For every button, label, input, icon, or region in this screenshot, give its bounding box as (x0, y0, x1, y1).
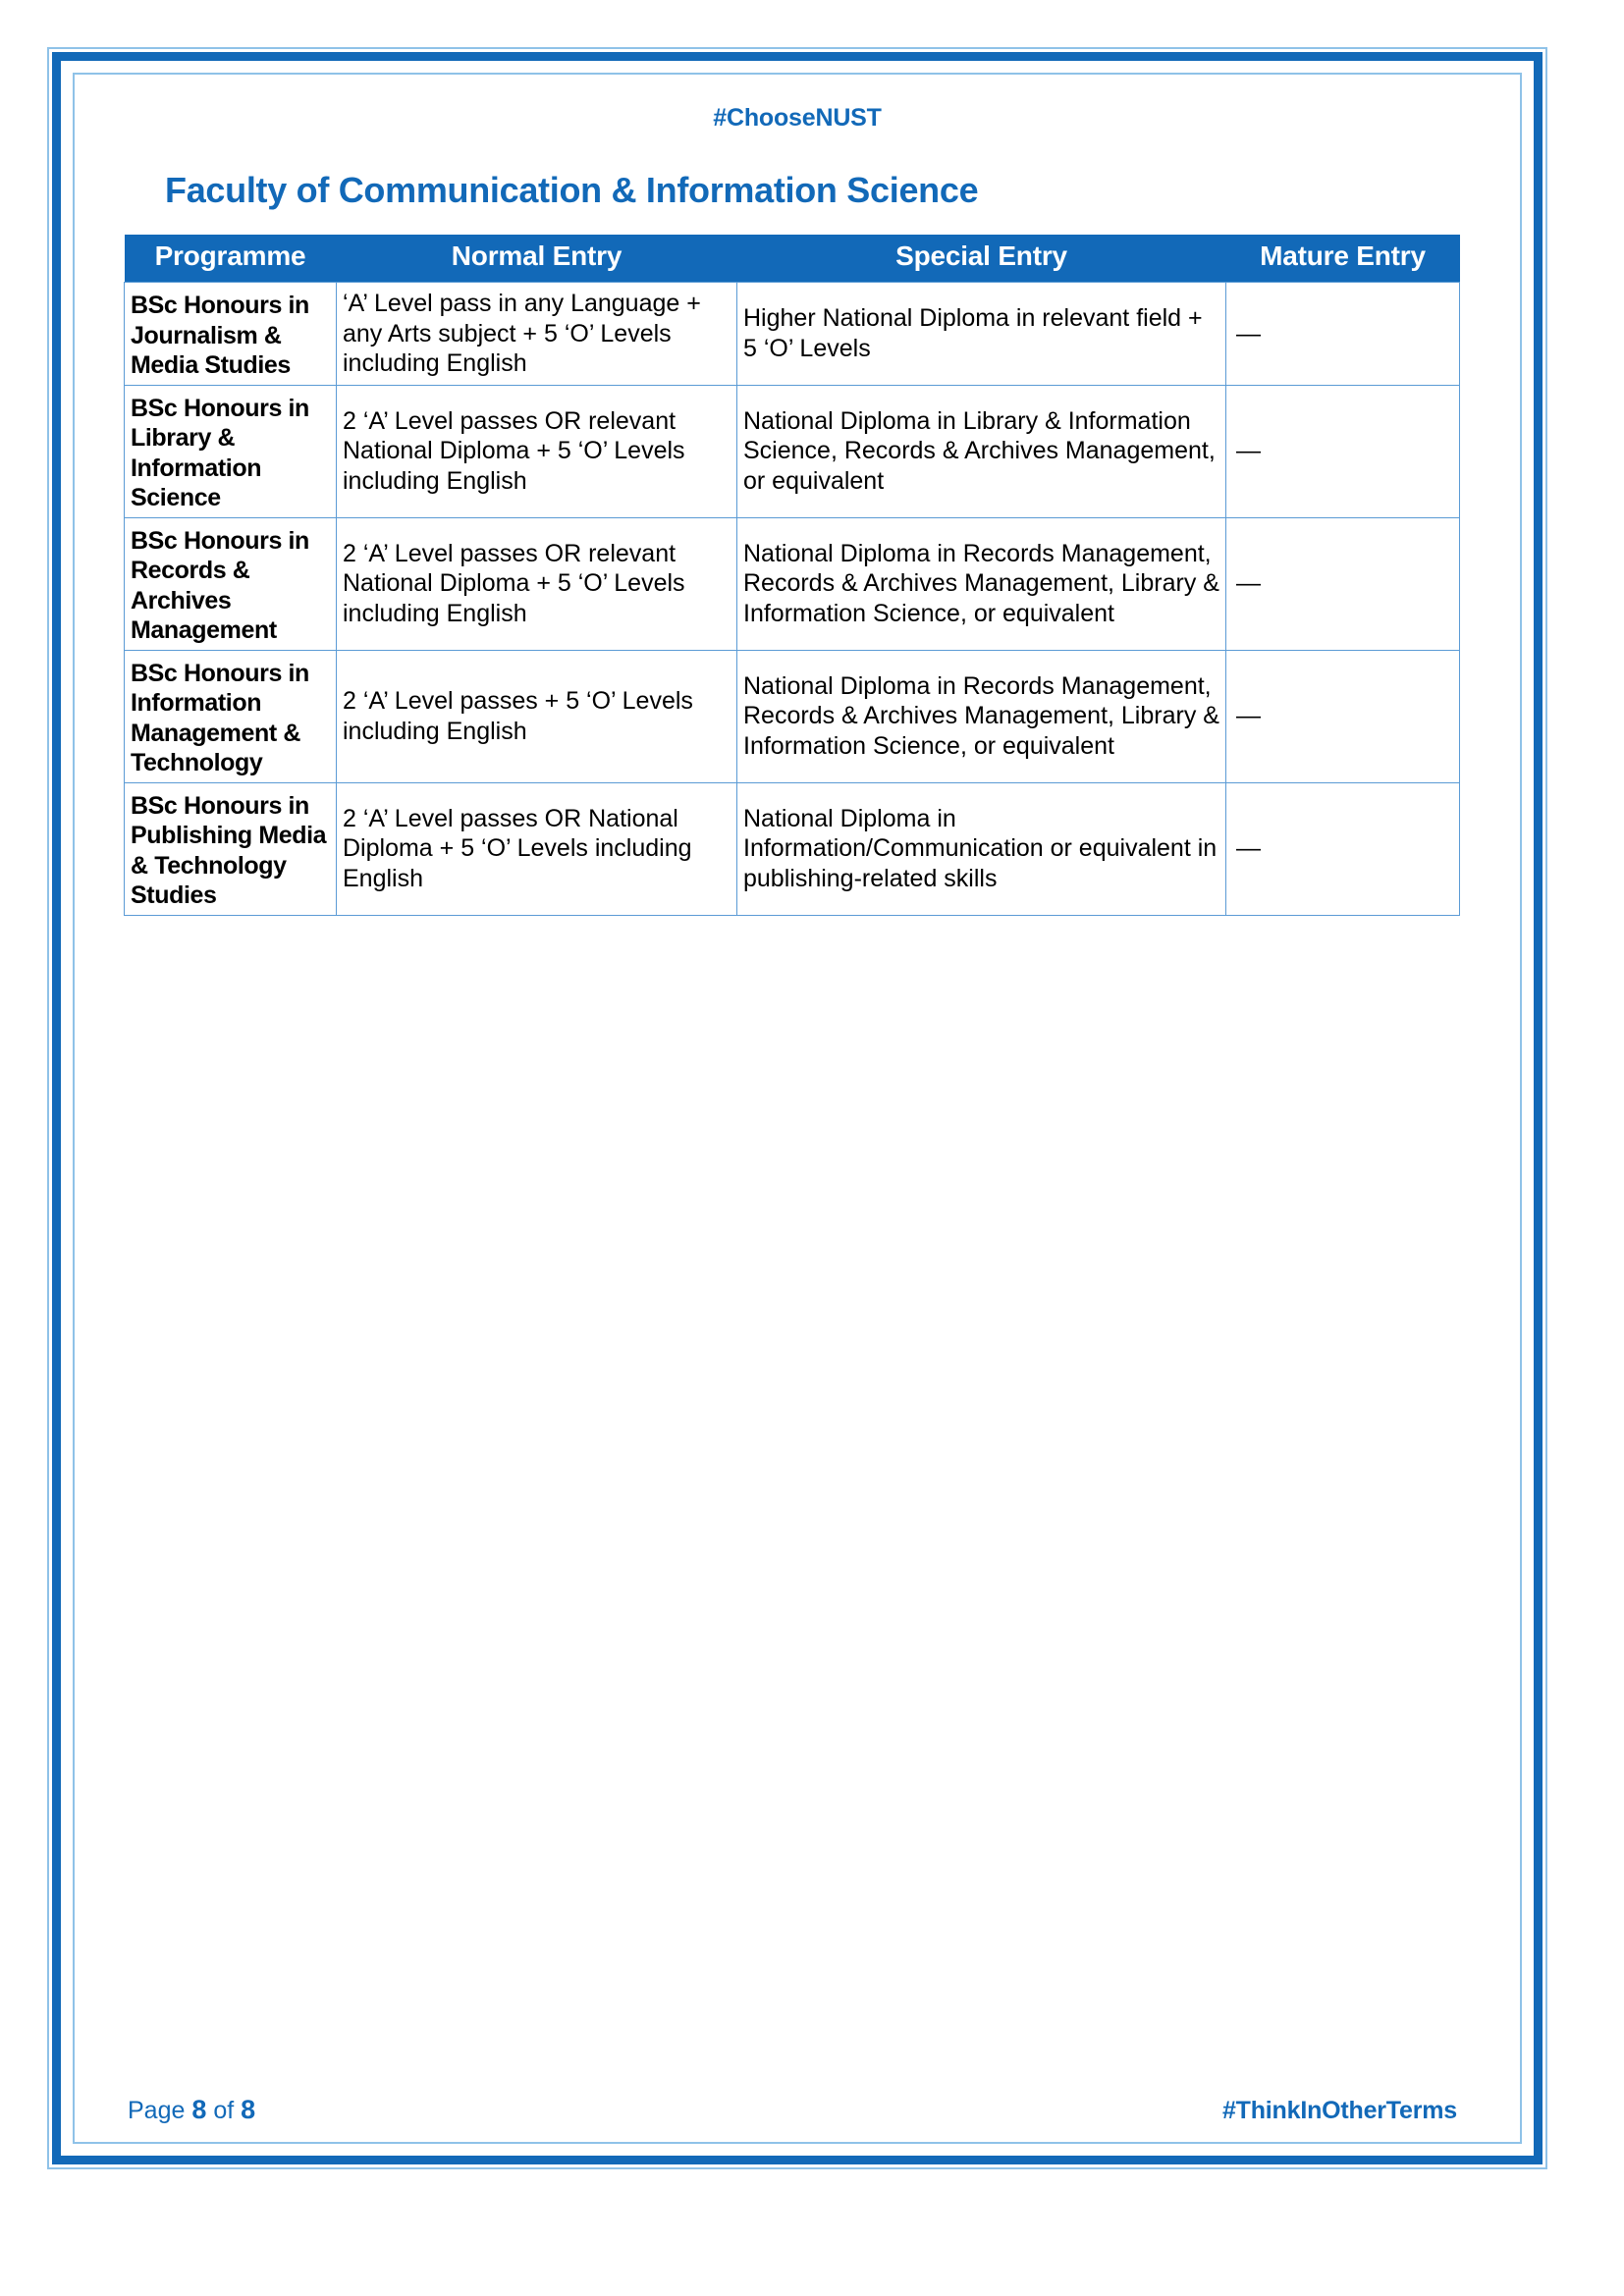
page-content (77, 77, 1518, 2140)
cell-mature-entry: — (1226, 385, 1460, 517)
cell-programme: BSc Honours in Information Management & Technology (125, 650, 337, 782)
column-header-normal-entry: Normal Entry (337, 235, 737, 283)
cell-normal-entry: 2 ‘A’ Level passes + 5 ‘O’ Levels including English (337, 650, 737, 782)
cell-special-entry: Higher National Diploma in relevant field + 5 ‘O’ Levels (737, 283, 1226, 386)
entry-requirements-table (124, 235, 1460, 916)
table-row (125, 650, 1460, 782)
footer-hashtag: #ThinkInOtherTerms (1221, 2097, 1457, 2124)
cell-mature-entry: — (1226, 782, 1460, 915)
table-row (125, 385, 1460, 517)
page-title: Faculty of Communication & Information Science (165, 170, 979, 210)
page-of-label: of (213, 2097, 235, 2124)
cell-normal-entry: 2 ‘A’ Level passes OR relevant National Diploma + 5 ‘O’ Levels including English (337, 517, 737, 650)
cell-programme: BSc Honours in Records & Archives Management (125, 517, 337, 650)
page-total: 8 (241, 2095, 256, 2124)
cell-normal-entry: 2 ‘A’ Level passes OR National Diploma + 5 ‘O’ Levels including English (337, 782, 737, 915)
cell-special-entry: National Diploma in Records Management, Records & Archives Management, Library & Information Science, or equivalent (737, 650, 1226, 782)
table-row (125, 517, 1460, 650)
table-row (125, 782, 1460, 915)
cell-programme: BSc Honours in Journalism & Media Studies (125, 283, 337, 386)
cell-special-entry: National Diploma in Information/Communication or equivalent in publishing-related skills (737, 782, 1226, 915)
cell-special-entry: National Diploma in Records Management, Records & Archives Management, Library & Information Science, or equivalent (737, 517, 1226, 650)
column-header-mature-entry: Mature Entry (1226, 235, 1460, 283)
page-label: Page (128, 2097, 186, 2124)
document-footer (77, 2095, 1547, 2125)
document-header (77, 77, 1518, 133)
table-header-row (125, 235, 1460, 283)
cell-mature-entry: — (1226, 650, 1460, 782)
table-row (125, 283, 1460, 386)
column-header-special-entry: Special Entry (737, 235, 1226, 283)
header-hashtag: #ChooseNUST (713, 104, 882, 132)
cell-programme: BSc Honours in Publishing Media & Technology Studies (125, 782, 337, 915)
page-current: 8 (191, 2095, 207, 2124)
cell-mature-entry: — (1226, 283, 1460, 386)
cell-programme: BSc Honours in Library & Information Science (125, 385, 337, 517)
cell-normal-entry: ‘A’ Level pass in any Language + any Arts subject + 5 ‘O’ Levels including English (337, 283, 737, 386)
page-number (128, 2095, 255, 2125)
cell-mature-entry: — (1226, 517, 1460, 650)
column-header-programme: Programme (125, 235, 337, 283)
cell-special-entry: National Diploma in Library & Information Science, Records & Archives Management, or equivalent (737, 385, 1226, 517)
cell-normal-entry: 2 ‘A’ Level passes OR relevant National Diploma + 5 ‘O’ Levels including English (337, 385, 737, 517)
